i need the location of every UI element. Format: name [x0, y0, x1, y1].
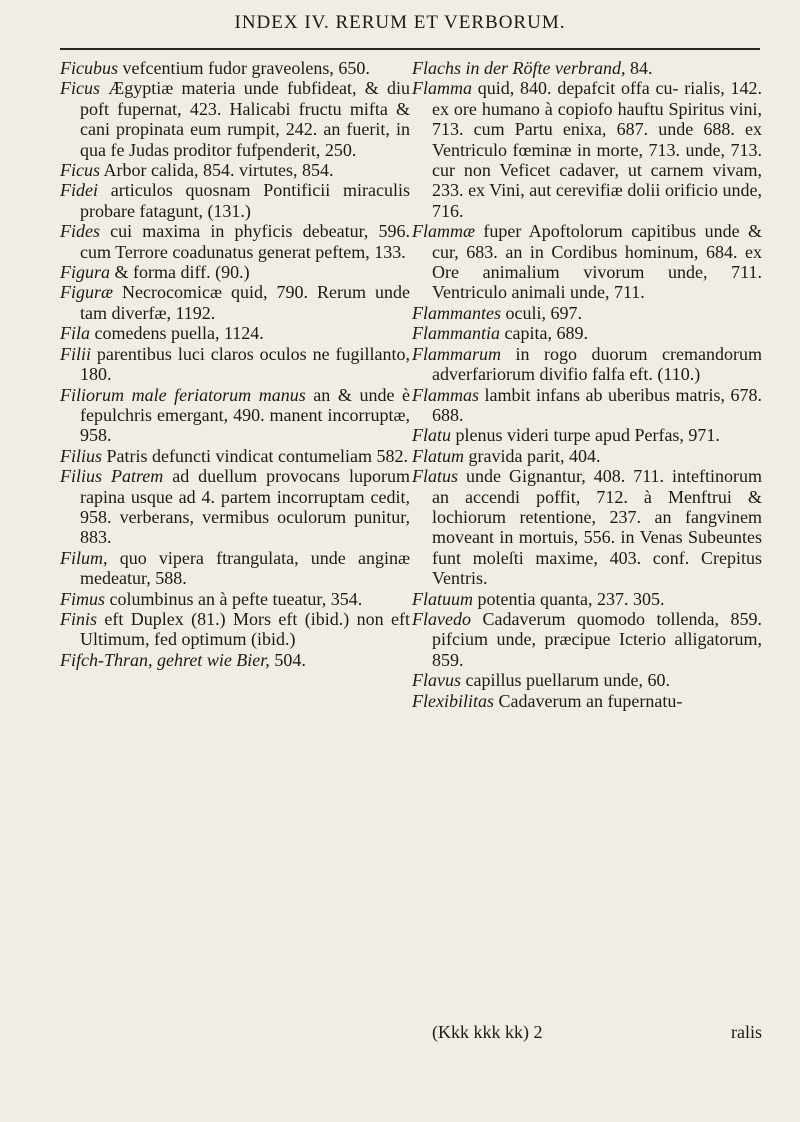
entry-headword: Flammantia [412, 323, 500, 344]
entry-text: cui maxima in phyficis debeatur, 596. cum Terrore coadunatus generat peftem, 133. [80, 221, 410, 262]
index-entry [60, 446, 410, 466]
entry-headword: Flatum [412, 445, 464, 466]
entry-headword: Flammæ [412, 221, 475, 242]
entry-headword: Flamma [412, 78, 472, 99]
entry-text: eft Duplex (81.) Mors eft (ibid.) non eft Ultimum, fed optimum (ibid.) [80, 608, 410, 650]
entry-headword: Fides [60, 221, 100, 242]
entry-headword: Fimus [60, 588, 105, 609]
entry-headword: Fifch-Thran, gehret wie Bier, [60, 649, 270, 670]
entry-headword: Flammas [412, 384, 479, 405]
index-entry [60, 262, 410, 282]
entry-text: Necrocomicæ quid, 790. Rerum unde tam diverfæ, 1192. [80, 282, 410, 323]
index-entry [60, 180, 410, 221]
index-entry [412, 221, 762, 303]
index-entry [412, 425, 762, 445]
index-entry [60, 548, 410, 589]
entry-headword: Fila [60, 323, 90, 344]
entry-text: comedens puella, 1124. [90, 323, 264, 344]
index-entry [60, 323, 410, 343]
index-entry [412, 446, 762, 466]
entry-text: columbinus an à pefte tueatur, 354. [105, 588, 363, 609]
entry-text: 84. [625, 58, 653, 78]
entry-text: an & unde è fepulchris emergant, 490. manent incorruptæ, 958. [80, 384, 411, 446]
entry-text: Cadaverum quomodo tollenda, 859. pifcium unde, præcipue Icterio alligatorum, 859. [432, 608, 762, 670]
index-entry [412, 78, 762, 221]
entry-headword: Figura [60, 262, 111, 283]
entry-text: unde Gignantur, 408. 711. inteftinorum an accendi poffit, 712. à Menftrui & lochiorum retentione, 237. an fangvinem moveant in mortuis, 556. in Venas Subeuntes funt moleſti maxime, 403. conf. Crepitus Ventris. [432, 466, 762, 589]
entry-text: & forma diff. (90.) [110, 262, 250, 283]
index-entry [412, 385, 762, 426]
entry-text: potentia quanta, 237. 305. [473, 588, 665, 609]
entry-headword: Figuræ [60, 282, 114, 303]
entry-headword: Flammarum [412, 343, 501, 364]
entry-text: plenus videri turpe apud Perfas, 971. [451, 425, 720, 446]
index-entry [60, 58, 410, 78]
entry-text: capita, 689. [500, 323, 588, 344]
left-column [60, 58, 410, 670]
entry-headword: Filius Patrem [60, 466, 164, 487]
entry-text: oculi, 697. [501, 302, 582, 323]
index-entry [412, 609, 762, 670]
entry-text: parentibus luci claros oculos ne fugillanto, 180. [80, 343, 410, 385]
entry-text: lambit infans ab uberibus matris, 678. 688. [432, 384, 762, 425]
index-entry [412, 589, 762, 609]
index-entry [60, 221, 410, 262]
index-entry [412, 303, 762, 323]
index-entry [60, 650, 410, 670]
index-entry [60, 609, 410, 650]
index-entry [60, 160, 410, 180]
entry-headword: Finis [60, 608, 98, 629]
entry-headword: Flavedo [412, 608, 471, 629]
entry-text: , quo vipera ftrangulata, unde anginæ medeatur, 588. [80, 547, 410, 589]
entry-text: Arbor calida, 854. virtutes, 854. [100, 160, 334, 181]
index-entry [412, 323, 762, 343]
entry-text: gravida parit, 404. [464, 445, 601, 466]
catchword: ralis [731, 1022, 762, 1042]
entry-text: Cadaverum an fupernatu- [493, 690, 683, 711]
index-entry [60, 78, 410, 160]
page-footer [412, 1022, 762, 1042]
entry-headword: Flachs in der Röfte verbrand, [412, 58, 626, 78]
entry-text: ad duellum provocans luporum rapina usque ad 4. partem incorruptam cedit, 958. verberans, vermibus oculorum punitur, 883. [80, 466, 410, 548]
index-entry [412, 691, 762, 711]
entry-headword: Ficus [60, 160, 100, 181]
entry-text: 504. [269, 649, 306, 670]
index-entry [60, 466, 410, 548]
entry-headword: Ficus [60, 78, 100, 99]
index-entry [412, 344, 762, 385]
signature-mark: (Kkk kkk kk) 2 [432, 1022, 543, 1042]
entry-headword: Flexibilitas [412, 690, 494, 711]
header-rule [60, 48, 760, 50]
entry-headword: Filiorum male feriatorum manus [60, 384, 306, 405]
entry-headword: Fidei [60, 180, 98, 201]
entry-headword: Filum [60, 547, 103, 568]
entry-text: fuper Apoftolorum capitibus unde & cur, 683. an in Cordibus hominum, 684. ex Ore animalium vivorum unde, 711. Ventriculo animali unde, 711. [432, 221, 762, 303]
entry-headword: Flammantes [412, 302, 501, 323]
entry-text: capillus puellarum unde, 60. [461, 670, 670, 691]
entry-headword: Flatuum [412, 588, 473, 609]
page-header: INDEX IV. RERUM ET VERBORUM. [234, 12, 566, 33]
entry-text: Patris defuncti vindicat contumeliam 582. [102, 445, 408, 466]
index-entry [60, 589, 410, 609]
entry-headword: Flatus [412, 466, 459, 487]
index-entry [412, 58, 762, 78]
index-entry [60, 344, 410, 385]
entry-headword: Filius [60, 445, 103, 466]
index-entry [412, 466, 762, 588]
entry-headword: Flatu [412, 425, 451, 446]
entry-text: vefcentium fudor graveolens, 650. [118, 58, 370, 78]
entry-text: in rogo duorum cremandorum adverfariorum divifio falfa eft. (110.) [432, 343, 762, 385]
entry-headword: Filii [60, 343, 91, 364]
entry-text: quid, 840. depafcit offa cu- rialis, 142. ex ore humano à copiofo hauftu Spiritus vini, 713. cum Partu enixa, 687. unde 688. ex Ventriculo fœminæ in morte, 713. unde, 713. cur non Veficet cadaver, ut carnem vivam, 233. ex Vini, aut cerevifiæ dolii orificio unde, 716. [432, 78, 762, 221]
entry-text: articulos quosnam Pontificii miraculis probare fatagunt, (131.) [80, 180, 410, 221]
entry-text: Ægyptiæ materia unde fubfideat, & diu poft fupernat, 423. Halicabi fructu mifta & cani propinata eum rumpit, 242. an fuerit, in qua fe Judas proditor fufpenderit, 250. [80, 78, 410, 160]
entry-headword: Flavus [412, 670, 461, 691]
index-entry [60, 282, 410, 323]
index-entry [412, 670, 762, 690]
right-column [412, 58, 762, 711]
entry-headword: Ficubus [60, 58, 118, 78]
index-entry [60, 385, 410, 446]
